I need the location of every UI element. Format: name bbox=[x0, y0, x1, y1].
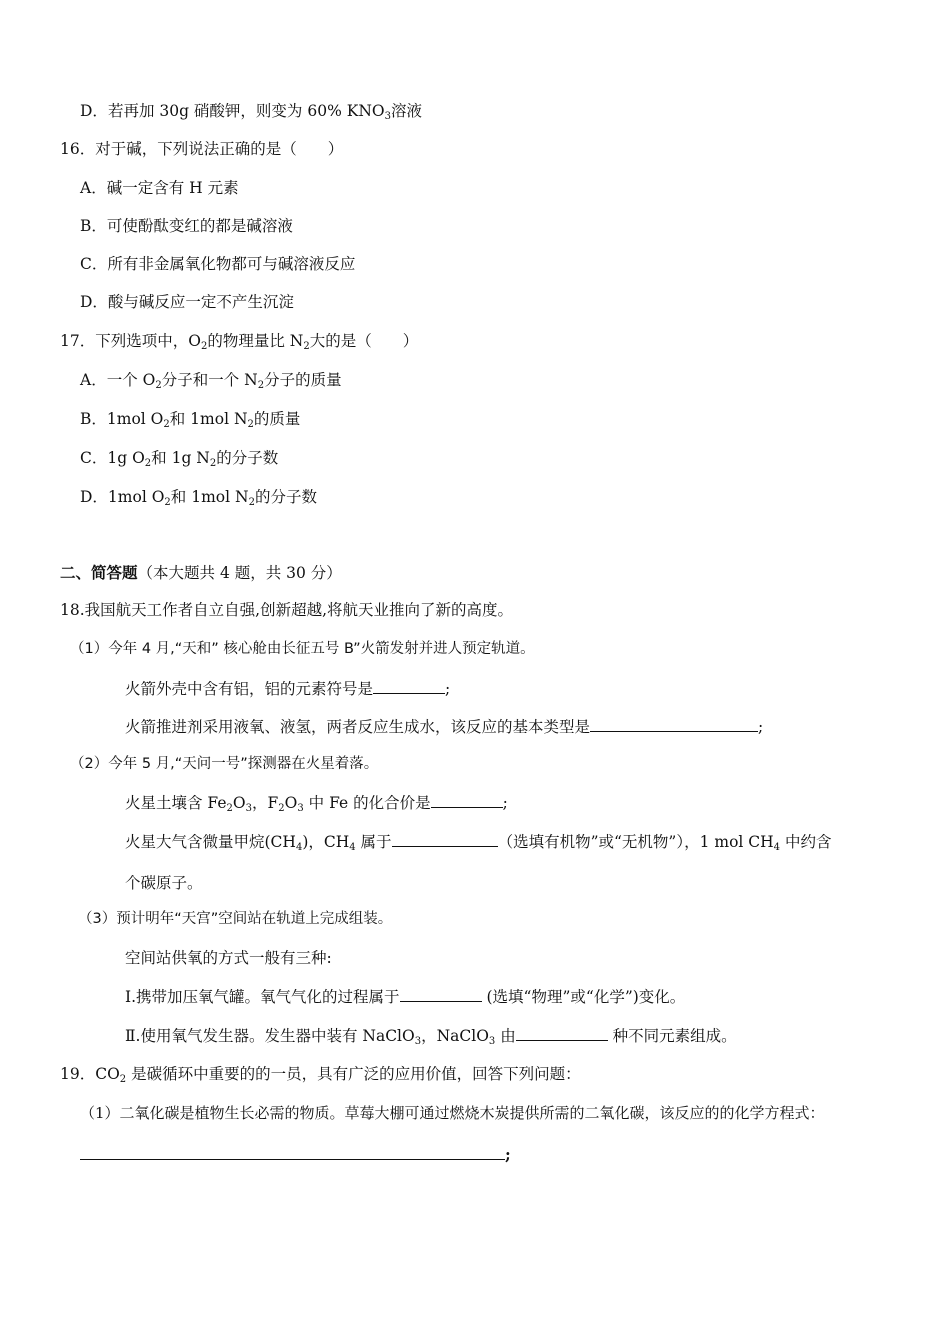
answer-blank[interactable] bbox=[400, 985, 482, 1002]
q15-option-d: D．若再加 30g 硝酸钾，则变为 60% $KNO_3$溶液 bbox=[80, 102, 422, 122]
q18-stem: 18.我国航天工作者自立自强,创新超越,将航天业推向了新的高度。 bbox=[60, 601, 514, 619]
q16-option-c: C．所有非金属氧化物都可与碱溶液反应 bbox=[80, 255, 356, 273]
q18-part3-b: Ⅰ.携带加压氧气罐。氧气气化的过程属于 (选填“物理”或“化学”)变化。 bbox=[125, 985, 685, 1008]
answer-blank[interactable] bbox=[590, 715, 758, 732]
q16-option-d: D．酸与碱反应一定不产生沉淀 bbox=[80, 293, 294, 311]
section-heading: 二、简答题（本大题共 4 题，共 30 分） bbox=[60, 563, 342, 582]
q18-part1-b: 火箭推进剂采用液氧、液氢，两者反应生成水，该反应的基本类型是 ; bbox=[125, 715, 763, 738]
q19-part1-answer: ; bbox=[80, 1143, 511, 1166]
q18-part3-a: 空间站供氧的方式一般有三种: bbox=[125, 949, 332, 967]
q16-option-a: A．碱一定含有 H 元素 bbox=[80, 179, 239, 197]
q18-part2-a: 火星土壤含 $Fe_2O_3$，$F_2O_3$ 中 Fe 的化合价是 ; bbox=[125, 791, 508, 814]
q16-option-b: B．可使酚酞变红的都是碱溶液 bbox=[80, 217, 293, 235]
q18-part1: （1）今年 4 月,“天和” 核心舱由长征五号 B”火箭发射并进人预定轨道。 bbox=[70, 641, 535, 657]
answer-blank[interactable] bbox=[80, 1143, 505, 1160]
q18-part2: （2）今年 5 月,“天问一号”探测器在火星着落。 bbox=[70, 756, 379, 772]
q17-stem: 17．下列选项中，$O_2$的物理量比 $N_2$大的是（ ） bbox=[60, 332, 419, 352]
q18-part2-b: 火星大气含微量甲烷$(CH_4)$，$CH_4$ 属于 （选填有机物”或“无机物”），1 mol $CH_4$ 中约含 bbox=[125, 830, 831, 853]
q18-part2-b-cont: 个碳原子。 bbox=[125, 874, 203, 892]
answer-blank[interactable] bbox=[392, 830, 498, 847]
section-heading-bold: 二、简答题 bbox=[60, 563, 138, 582]
answer-blank[interactable] bbox=[516, 1024, 608, 1041]
q17-option-d: D．1mol $O_2$和 1mol $N_2$的分子数 bbox=[80, 488, 317, 508]
answer-blank[interactable] bbox=[431, 791, 503, 808]
q17-option-b: B．1mol $O_2$和 1mol $N_2$的质量 bbox=[80, 410, 301, 430]
q16-stem: 16．对于碱，下列说法正确的是（ ） bbox=[60, 140, 344, 158]
q17-option-a: A．一个 $O_2$分子和一个 $N_2$分子的质量 bbox=[80, 371, 342, 391]
answer-blank[interactable] bbox=[373, 677, 445, 694]
q18-part3-c: Ⅱ.使用氧气发生器。发生器中装有 NaClO$_3$，NaClO$_3$ 由 种不同元素组成。 bbox=[125, 1024, 737, 1047]
q19-stem: 19．$CO_2$ 是碳循环中重要的的一员，具有广泛的应用价值，回答下列问题： bbox=[60, 1065, 581, 1085]
q19-part1: （1）二氧化碳是植物生长必需的物质。草莓大棚可通过燃烧木炭提供所需的二氧化碳，该反应的的化学方程式： bbox=[80, 1104, 825, 1122]
q18-part3: （3）预计明年“天宫”空间站在轨道上完成组装。 bbox=[78, 911, 393, 927]
q18-part1-a: 火箭外壳中含有铝，铝的元素符号是 ; bbox=[125, 677, 450, 700]
q17-option-c: C．1g $O_2$和 1g $N_2$的分子数 bbox=[80, 449, 279, 469]
